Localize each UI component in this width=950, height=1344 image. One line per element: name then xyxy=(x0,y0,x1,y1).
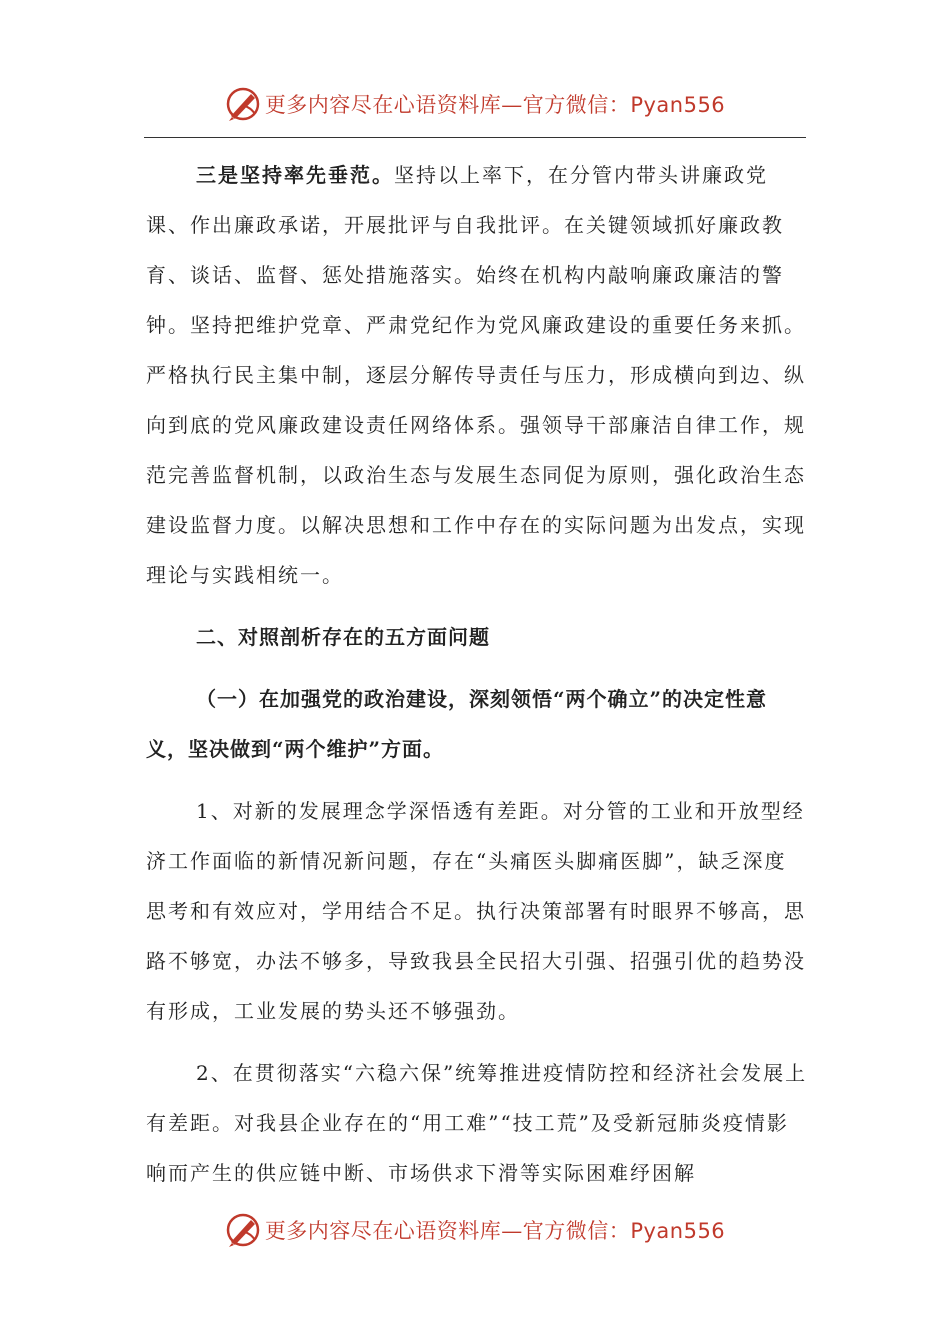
pen-logo-icon xyxy=(225,1212,261,1248)
wechat-id: Pyan556 xyxy=(630,93,726,117)
section-heading: 二、对照剖析存在的五方面问题 xyxy=(196,625,490,649)
subsection-heading: （一）在加强党的政治建设，深刻领悟“两个确立”的决定性意义，坚决做到“两个维护”方面。 xyxy=(146,687,768,761)
header-watermark xyxy=(0,84,950,124)
paragraph-commitment: 三是坚持率先垂范。坚持以上率下，在分管内带头讲廉政党课、作出廉政承诺，开展批评与自我批评。在关键领域抓好廉政教育、谈话、监督、惩处措施落实。始终在机构内敲响廉政廉洁的警钟。坚持把维护党章、严肃党纪作为党风廉政建设的重要任务来抓。严格执行民主集中制，逐层分解传导责任与压力，形成横向到边、纵向到底的党风廉政建设责任网络体系。强领导干部廉洁自律工作，规范完善监督机制，以政治生态与发展生态同促为原则，强化政治生态建设监督力度。以解决思想和工作中存在的实际问题为出发点，实现理论与实践相统一。 xyxy=(146,163,806,587)
pen-logo-icon xyxy=(225,86,261,122)
header-divider xyxy=(144,137,806,138)
wechat-id: Pyan556 xyxy=(630,1219,726,1243)
paragraph-item-1: 1、对新的发展理念学深悟透有差距。对分管的工业和开放型经济工作面临的新情况新问题，存在“头痛医头脚痛医脚”，缺乏深度思考和有效应对，学用结合不足。执行决策部署有时眼界不够高，思路不够宽，办法不够多，导致我县全民招大引强、招强引优的趋势没有形成，工业发展的势头还不够强劲。 xyxy=(146,799,806,1023)
watermark-text: 更多内容尽在心语资料库—官方微信：Pyan556 xyxy=(264,93,726,117)
document-body xyxy=(146,150,808,1198)
paragraph-lead: 三是坚持率先垂范。 xyxy=(196,163,394,187)
footer-watermark xyxy=(0,1210,950,1250)
watermark-text: 更多内容尽在心语资料库—官方微信：Pyan556 xyxy=(264,1219,726,1243)
paragraph-item-2: 2、在贯彻落实“六稳六保”统筹推进疫情防控和经济社会发展上有差距。对我县企业存在的“用工难”“技工荒”及受新冠肺炎疫情影响而产生的供应链中断、市场供求下滑等实际困难纾困解 xyxy=(146,1061,808,1185)
